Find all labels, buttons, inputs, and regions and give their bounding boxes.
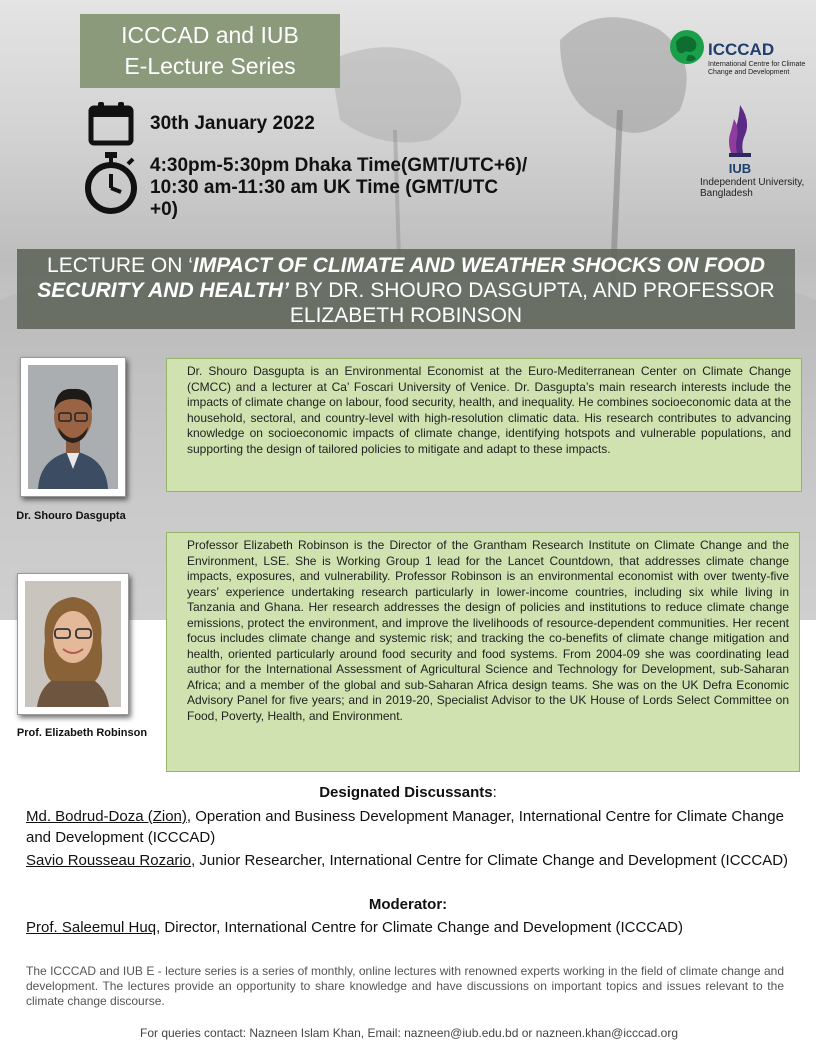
- event-date: 30th January 2022: [150, 113, 315, 134]
- discussant-2-name: Savio Rousseau Rozario: [26, 852, 192, 869]
- lecture-title: [17, 249, 795, 329]
- discussant-1-name: Md. Bodrud-Doza (Zion): [26, 808, 187, 825]
- discussant-2: [26, 850, 796, 871]
- event-time: 4:30pm-5:30pm Dhaka Time(GMT/UTC+6)/ 10:30 am-11:30 am UK Time (GMT/UTC +0): [150, 155, 528, 220]
- speaker-photo-robinson: [17, 573, 129, 715]
- portrait-robinson: [25, 581, 121, 707]
- discussants-heading-text: Designated Discussants: [319, 784, 493, 801]
- globe-icon: [668, 28, 706, 66]
- discussants-heading-colon: :: [492, 784, 497, 801]
- flame-icon: [725, 105, 755, 159]
- icccad-subtitle: International Centre for Climate Change and Development: [708, 61, 806, 76]
- speaker-photo-dasgupta: [20, 357, 126, 497]
- iub-name: IUB: [728, 161, 752, 176]
- icccad-name: ICCCAD: [708, 40, 775, 59]
- contact-info: For queries contact: Nazneen Islam Khan, Email: nazneen@iub.edu.bd or nazneen.khan@icccad.org: [140, 1026, 679, 1040]
- portrait-dasgupta: [28, 365, 118, 489]
- discussant-2-role: , Junior Researcher, International Centre for Climate Change and Development (ICCCAD): [191, 852, 789, 869]
- iub-subtitle: Independent University, Bangladesh: [700, 177, 805, 199]
- bio-robinson: Professor Elizabeth Robinson is the Director of the Grantham Research Institute on Climate Change and the Environment, LSE. She is Working Group 1 lead for the Lancet Countdown, that addresses climate change impacts, exposures, and vulnerability. Professor Robinson is an environmental economist with over twenty-five years’ experience undertaking research particularly in lower-income countries, including six while living in Tanzania and Ghana. Her research addresses the design of policies and institutions to reduce climate change emissions, protect the environment, and improve the livelihoods of resource-dependent communities. Her recent focus includes climate change and systemic risk; and tracking the co-benefits of climate change mitigation and health, oriented particularly around food security and food systems. From 2004-09 she was coordinating lead author for the International Assessment of Agricultural Science and Technology for Development, sub-Saharan Africa; and a member of the global and sub-Saharan Africa design teams. She was on the UK Defra Economic Advisory Panel for five years; and in 2019-20, Specialist Advisor to the UK House of Lords Select Committee on Food, Poverty, Health, and Environment.: [166, 532, 800, 772]
- speaker-caption-robinson: Prof. Elizabeth Robinson: [16, 727, 148, 739]
- series-title-line1: ICCCAD and IUB: [121, 22, 299, 48]
- moderator-name: Prof. Saleemul Huq: [26, 919, 157, 936]
- iub-logo: [700, 105, 810, 205]
- lecture-title-prefix: LECTURE ON ‘: [47, 254, 193, 277]
- lecture-title-suffix: BY DR. SHOURO DASGUPTA, AND PROFESSOR ELIZABETH ROBINSON: [288, 279, 775, 327]
- discussants-heading: [0, 784, 816, 801]
- speaker-caption-dasgupta: Dr. Shouro Dasgupta: [16, 510, 126, 522]
- stopwatch-icon: [84, 152, 138, 214]
- calendar-icon: [88, 100, 134, 146]
- moderator-role: , Director, International Centre for Climate Change and Development (ICCCAD): [156, 919, 683, 936]
- discussant-1: [26, 806, 796, 848]
- bio-dasgupta: Dr. Shouro Dasgupta is an Environmental Economist at the Euro-Mediterranean Center on Climate Change (CMCC) and a lecturer at Ca’ Foscari University of Venice. Dr. Dasgupta’s main research interests include the impacts of climate change on labour, food security, health, and inequality. He combines socioeconomic data at the household, sectoral, and country-level with high-resolution climatic data. His research contributes to advancing knowledge on socioeconomic impacts of climate change, identifying hotspots and vulnerable populations, and supporting the design of tailored policies to mitigate and adapt to these impacts.: [166, 358, 802, 492]
- series-description: The ICCCAD and IUB E - lecture series is a series of monthly, online lectures with renowned experts working in the field of climate change and development. The lectures provide an opportunity to share knowledge and have discussions on important topics and issues relevant to the climate change discourse.: [26, 964, 784, 1008]
- lecture-topic: IMPACT OF CLIMATE AND WEATHER SHOCKS ON FOOD SECURITY AND HEALTH’: [37, 254, 765, 302]
- moderator-heading: Moderator:: [368, 896, 448, 913]
- discussant-1-role: , Operation and Business Development Manager, International Centre for Climate Change and Development (ICCCAD): [26, 808, 784, 846]
- series-title-line2: E-Lecture Series: [124, 53, 296, 79]
- moderator: [26, 917, 796, 938]
- icccad-logo: [668, 28, 808, 92]
- series-title: [80, 14, 340, 88]
